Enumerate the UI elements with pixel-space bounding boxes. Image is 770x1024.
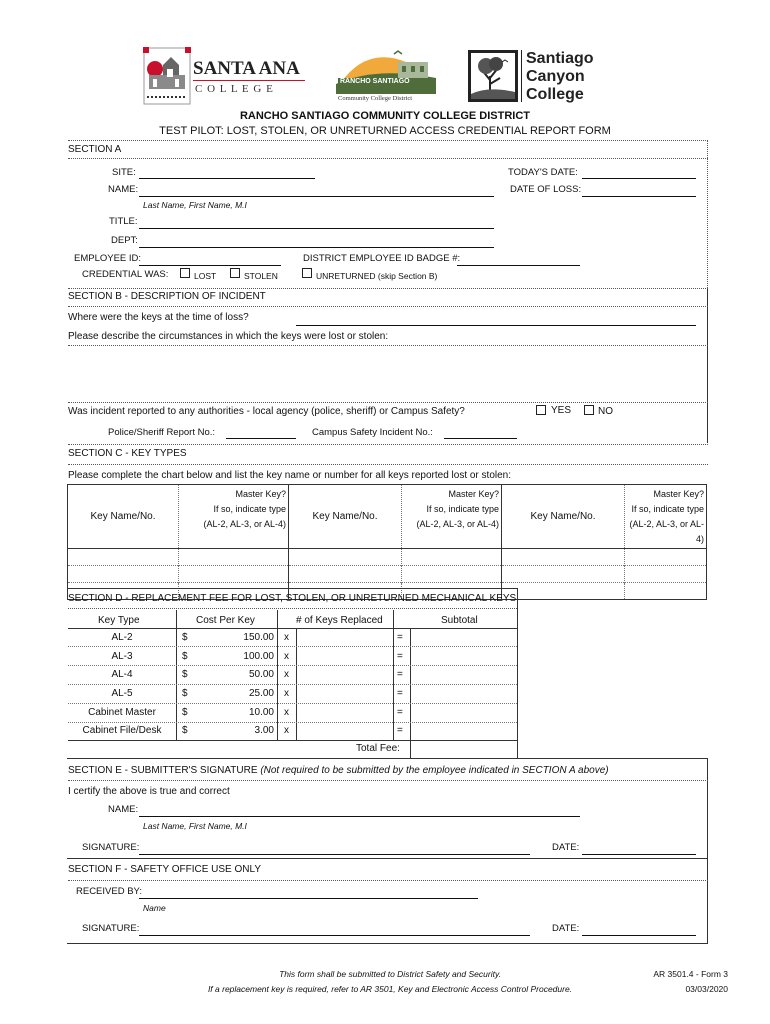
section-d-heading: SECTION D - REPLACEMENT FEE FOR LOST, STOLEN, OR UNRETURNED MECHANICAL KEYS (68, 593, 516, 604)
master-key-header-line2: If so, indicate type (426, 504, 499, 514)
badge-field[interactable] (457, 265, 580, 266)
campus-incident-field[interactable] (444, 438, 517, 439)
master-key-header (179, 485, 289, 549)
santiago-canyon-college-logo (468, 50, 608, 106)
title-field[interactable] (139, 228, 494, 229)
where-field[interactable] (296, 325, 696, 326)
received-by-field[interactable] (139, 898, 478, 899)
unreturned-label: UNRETURNED (skip Section B) (316, 271, 438, 281)
scc-name-line3: College (526, 86, 584, 103)
cost-cell: 25.00 (248, 688, 274, 699)
equals-sign: = (397, 725, 403, 736)
section-b-heading: SECTION B - DESCRIPTION OF INCIDENT (68, 291, 266, 302)
title-label: TITLE: (109, 216, 138, 227)
master-key-header-line1: Master Key? (235, 489, 286, 499)
district-title: RANCHO SANTIAGO COMMUNITY COLLEGE DISTRICT (239, 110, 531, 122)
key-name-cell[interactable] (289, 549, 402, 566)
credential-label: CREDENTIAL WAS: (82, 269, 169, 280)
cost-per-key-header: Cost Per Key (196, 615, 255, 626)
currency-symbol: $ (182, 651, 188, 662)
key-name-cell[interactable] (289, 566, 402, 583)
key-type-cell: AL-2 (111, 632, 133, 643)
equals-sign: = (397, 651, 403, 662)
subtotal-input[interactable] (411, 723, 516, 740)
key-type-cell: Cabinet Master (88, 707, 156, 718)
form-title: TEST PILOT: LOST, STOLEN, OR UNRETURNED ACCESS CREDENTIAL REPORT FORM (159, 125, 611, 137)
certify-statement: I certify the above is true and correct (68, 786, 230, 797)
submitter-date-label: DATE: (552, 842, 580, 853)
times-sign: x (284, 651, 289, 662)
times-sign: x (284, 725, 289, 736)
scc-name-line1: Santiago (526, 50, 594, 67)
key-type-cell: AL-3 (111, 651, 133, 662)
site-field[interactable] (139, 178, 315, 179)
date-of-loss-label: DATE OF LOSS: (510, 184, 582, 195)
equals-sign: = (397, 688, 403, 699)
submitter-signature-label: SIGNATURE: (82, 842, 140, 853)
employee-id-field[interactable] (139, 265, 281, 266)
key-type-header: Key Type (98, 615, 140, 626)
received-by-label: RECEIVED BY: (76, 886, 142, 897)
unreturned-checkbox[interactable] (302, 268, 312, 278)
keys-replaced-input[interactable] (297, 647, 392, 665)
employee-id-label: EMPLOYEE ID: (74, 253, 142, 264)
cost-cell: 50.00 (248, 669, 274, 680)
dept-field[interactable] (139, 247, 494, 248)
master-type-cell[interactable] (625, 549, 707, 566)
where-question: Where were the keys at the time of loss? (68, 312, 249, 323)
master-key-header-line1: Master Key? (653, 489, 704, 499)
key-type-cell: AL-4 (111, 669, 133, 680)
master-type-cell[interactable] (625, 583, 707, 600)
key-name-cell[interactable] (502, 583, 625, 600)
rancho-santiago-landscape-icon (336, 48, 436, 94)
submitter-name-hint: Last Name, First Name, M.I (143, 821, 247, 831)
safety-date-field[interactable] (582, 935, 696, 936)
key-name-header: Key Name/No. (289, 485, 402, 549)
keys-replaced-input[interactable] (297, 723, 392, 740)
times-sign: x (284, 707, 289, 718)
subtotal-input[interactable] (411, 666, 516, 684)
cost-cell: 100.00 (243, 651, 274, 662)
received-by-hint: Name (143, 903, 166, 913)
section-c-instructions: Please complete the chart below and list the key name or number for all keys reported lost or stolen: (68, 470, 512, 481)
subtotal-input[interactable] (411, 704, 516, 722)
todays-date-field[interactable] (582, 178, 696, 179)
rancho-santiago-name: RANCHO SANTIAGO (340, 78, 410, 85)
key-name-cell[interactable] (502, 566, 625, 583)
master-type-cell[interactable] (402, 566, 502, 583)
describe-textarea[interactable] (68, 346, 706, 402)
times-sign: x (284, 632, 289, 643)
name-field[interactable] (139, 196, 494, 197)
keys-replaced-input[interactable] (297, 685, 392, 703)
master-type-cell[interactable] (179, 566, 289, 583)
subtotal-input[interactable] (411, 629, 516, 646)
form-number: AR 3501.4 - Form 3 (653, 969, 728, 979)
keys-replaced-input[interactable] (297, 629, 392, 646)
key-name-cell[interactable] (68, 566, 179, 583)
yes-label: YES (551, 405, 572, 416)
stolen-label: STOLEN (244, 271, 278, 281)
rancho-santiago-logo (336, 48, 436, 106)
section-f-heading: SECTION F - SAFETY OFFICE USE ONLY (68, 864, 261, 875)
total-fee-input[interactable] (411, 741, 516, 757)
footer-line2: If a replacement key is required, refer to AR 3501, Key and Electronic Access Control Procedure. (207, 984, 573, 994)
master-key-header-line3: (AL-2, AL-3, or AL-4) (629, 519, 704, 544)
santiago-canyon-tree-icon (468, 50, 518, 102)
equals-sign: = (397, 632, 403, 643)
date-of-loss-field[interactable] (582, 196, 696, 197)
currency-symbol: $ (182, 688, 188, 699)
master-key-header (402, 485, 502, 549)
section-e-note: (Not required to be submitted by the employee indicated in SECTION A above) (260, 765, 609, 776)
badge-label: DISTRICT EMPLOYEE ID BADGE #: (303, 253, 461, 264)
stolen-checkbox[interactable] (230, 268, 240, 278)
lost-label: LOST (194, 271, 217, 281)
equals-sign: = (397, 669, 403, 680)
master-type-cell[interactable] (625, 566, 707, 583)
submitter-signature-field[interactable] (139, 854, 530, 855)
submitter-name-label: NAME: (108, 804, 139, 815)
master-key-header-line3: (AL-2, AL-3, or AL-4) (203, 519, 286, 529)
police-report-field[interactable] (226, 438, 296, 439)
rancho-santiago-sub: Community College District (338, 95, 413, 102)
yes-checkbox[interactable] (536, 405, 546, 415)
key-types-table (67, 484, 707, 600)
currency-symbol: $ (182, 632, 188, 643)
key-name-header: Key Name/No. (68, 485, 179, 549)
lost-checkbox[interactable] (180, 268, 190, 278)
master-type-cell[interactable] (179, 549, 289, 566)
keys-replaced-input[interactable] (297, 704, 392, 722)
subtotal-header: Subtotal (441, 615, 478, 626)
keys-replaced-header: # of Keys Replaced (296, 615, 383, 626)
safety-signature-label: SIGNATURE: (82, 923, 140, 934)
key-name-header: Key Name/No. (502, 485, 625, 549)
name-label: NAME: (108, 184, 139, 195)
total-fee-label: Total Fee: (356, 743, 400, 754)
safety-signature-field[interactable] (139, 935, 530, 936)
santa-ana-college-logo (143, 47, 308, 105)
name-hint: Last Name, First Name, M.I (143, 200, 247, 210)
subtotal-input[interactable] (411, 685, 516, 703)
master-key-header-line1: Master Key? (448, 489, 499, 499)
campus-incident-label: Campus Safety Incident No.: (312, 427, 433, 438)
equals-sign: = (397, 707, 403, 718)
submitter-name-field[interactable] (139, 816, 580, 817)
cost-cell: 10.00 (248, 707, 274, 718)
santa-ana-name: SANTA ANA (193, 58, 300, 79)
site-label: SITE: (112, 167, 136, 178)
master-key-header-line2: If so, indicate type (213, 504, 286, 514)
todays-date-label: TODAY'S DATE: (508, 167, 578, 178)
cost-cell: 3.00 (254, 725, 274, 736)
master-type-cell[interactable] (402, 549, 502, 566)
dept-label: DEPT: (111, 235, 138, 246)
no-checkbox[interactable] (584, 405, 594, 415)
form-date: 03/03/2020 (685, 984, 728, 994)
table-row (68, 566, 707, 583)
describe-question: Please describe the circumstances in which the keys were lost or stolen: (68, 331, 389, 342)
section-e-heading: SECTION E - SUBMITTER'S SIGNATURE (68, 765, 258, 776)
key-type-cell: AL-5 (111, 688, 133, 699)
keys-replaced-input[interactable] (297, 666, 392, 684)
section-a-heading: SECTION A (68, 144, 122, 155)
santa-ana-college-word: C O L L E G E (195, 83, 274, 95)
safety-date-label: DATE: (552, 923, 580, 934)
no-label: NO (598, 406, 613, 417)
times-sign: x (284, 688, 289, 699)
submitter-date-field[interactable] (582, 854, 696, 855)
subtotal-input[interactable] (411, 647, 516, 665)
reported-question: Was incident reported to any authorities - local agency (police, sheriff) or Campus Safety? (68, 406, 465, 417)
footer-line1: This form shall be submitted to District Safety and Security. (279, 969, 501, 979)
master-key-header-line3: (AL-2, AL-3, or AL-4) (416, 519, 499, 529)
currency-symbol: $ (182, 669, 188, 680)
currency-symbol: $ (182, 707, 188, 718)
master-key-header (625, 485, 707, 549)
cost-cell: 150.00 (243, 632, 274, 643)
section-c-heading: SECTION C - KEY TYPES (68, 448, 187, 459)
table-row (68, 549, 707, 566)
section-e-heading-wrap (68, 764, 609, 778)
currency-symbol: $ (182, 725, 188, 736)
key-type-cell: Cabinet File/Desk (82, 725, 162, 736)
santa-ana-mission-icon (143, 47, 191, 105)
scc-name-line2: Canyon (526, 68, 585, 85)
key-name-cell[interactable] (68, 549, 179, 566)
police-report-label: Police/Sheriff Report No.: (108, 427, 216, 438)
master-key-header-line2: If so, indicate type (631, 504, 704, 514)
times-sign: x (284, 669, 289, 680)
key-name-cell[interactable] (502, 549, 625, 566)
